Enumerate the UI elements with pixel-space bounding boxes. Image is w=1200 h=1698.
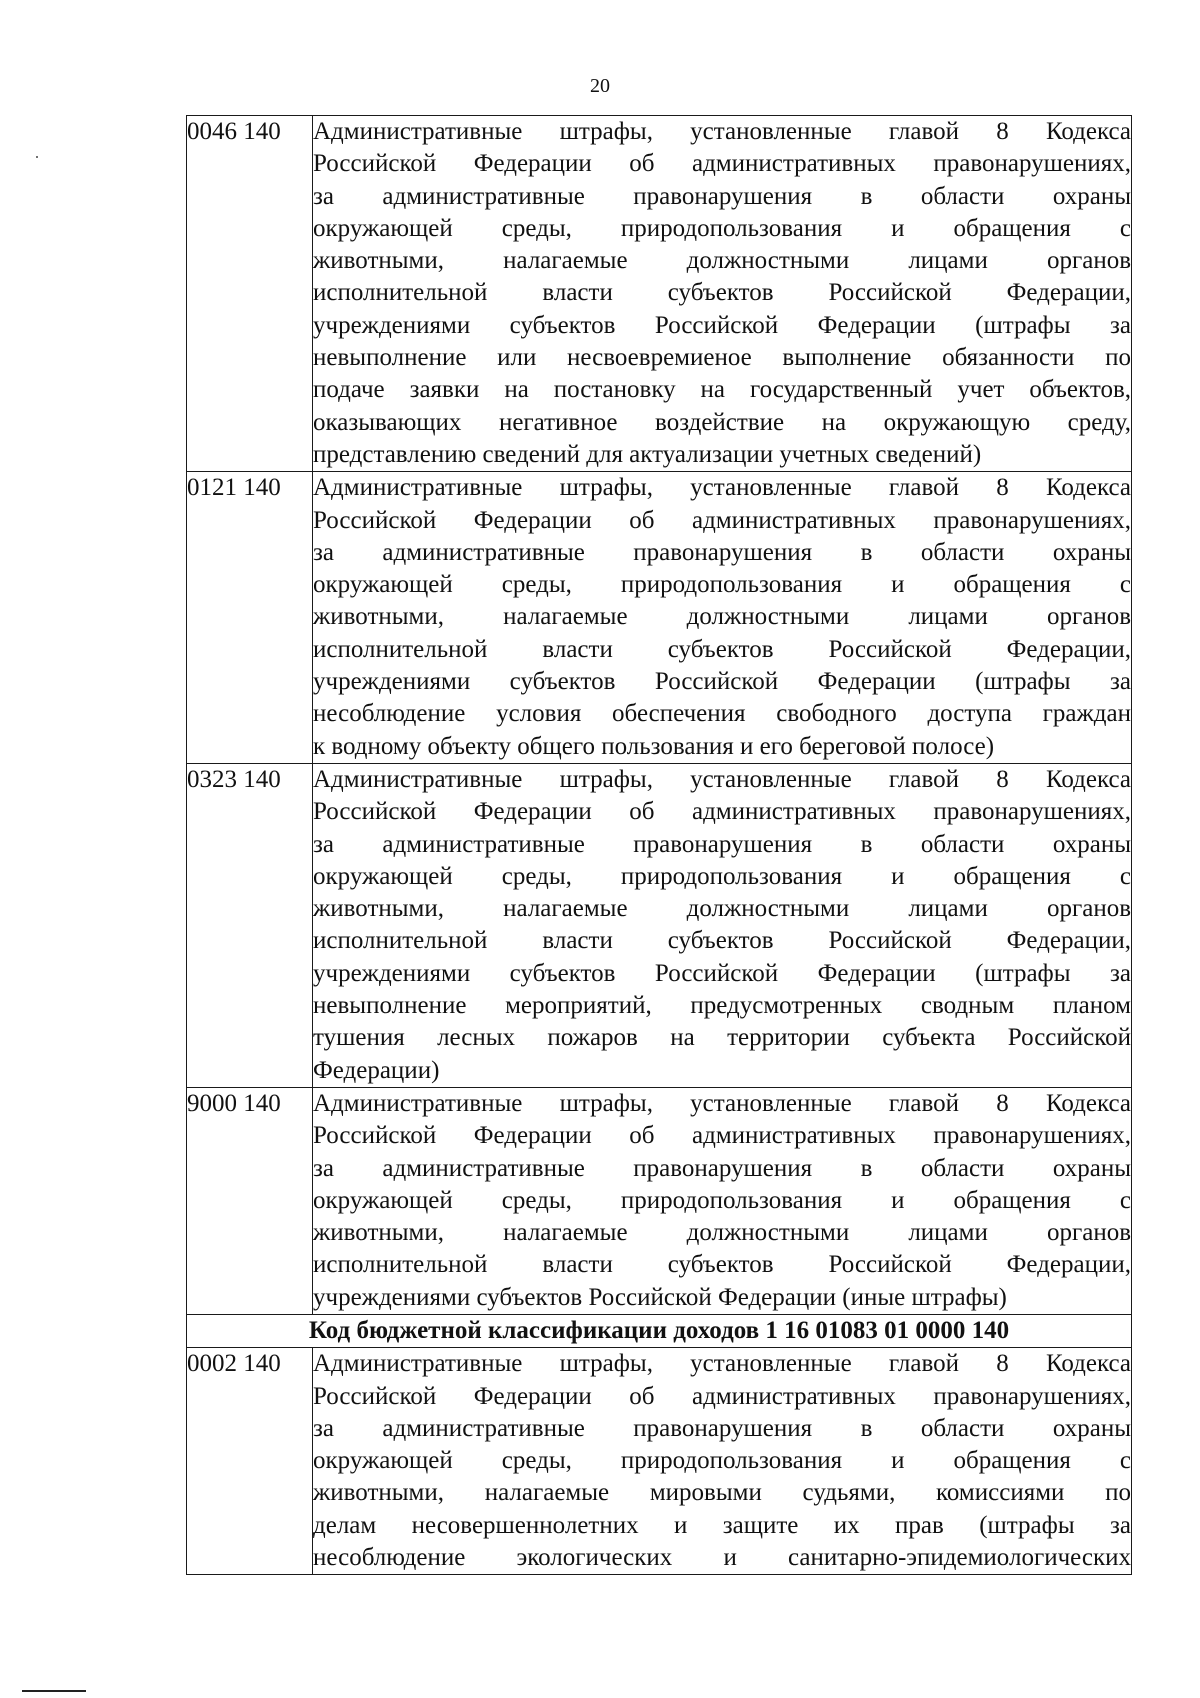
description-line: к водному объекту общего пользования и его береговой полосе) bbox=[313, 732, 995, 760]
description-line: учреждениями субъектов Российской Федерации (штрафы за bbox=[313, 311, 1131, 339]
description-line: окружающей среды, природопользования и обращения с bbox=[313, 571, 1131, 599]
description-line: Административные штрафы, установленные главой 8 Кодекса bbox=[313, 118, 1131, 145]
description-cell bbox=[313, 116, 1132, 472]
code-cell: 9000 140 bbox=[187, 1087, 313, 1314]
description-line: животными, налагаемые должностными лицами органов bbox=[313, 247, 1131, 275]
description-line: Административные штрафы, установленные главой 8 Кодекса bbox=[313, 765, 1131, 793]
description-line: животными, налагаемые должностными лицами органов bbox=[313, 895, 1131, 923]
description-line: животными, налагаемые должностными лицами органов bbox=[313, 603, 1131, 631]
description-line: Российской Федерации об административных правонарушениях, bbox=[313, 798, 1131, 826]
description-line: Административные штрафы, установленные главой 8 Кодекса bbox=[313, 1089, 1131, 1117]
description-line: животными, налагаемые должностными лицами органов bbox=[313, 1219, 1131, 1247]
description-line: за административные правонарушения в области охраны bbox=[313, 538, 1131, 566]
table-row bbox=[187, 1087, 1132, 1314]
description-line: Административные штрафы, установленные главой 8 Кодекса bbox=[313, 1350, 1131, 1378]
description-line: представлению сведений для актуализации учетных сведений) bbox=[313, 440, 982, 468]
description-cell bbox=[313, 763, 1132, 1087]
table-row bbox=[187, 763, 1132, 1087]
description-line: учреждениями субъектов Российской Федерации (иные штрафы) bbox=[313, 1283, 1007, 1311]
description-line: несоблюдение условия обеспечения свободного доступа граждан bbox=[313, 700, 1131, 728]
code-cell: 0046 140 bbox=[187, 116, 313, 472]
description-line: учреждениями субъектов Российской Федерации (штрафы за bbox=[313, 668, 1131, 696]
table-body bbox=[187, 116, 1132, 1575]
description-line: животными, налагаемые мировыми судьями, комиссиями по bbox=[313, 1479, 1131, 1507]
description-line: исполнительной власти субъектов Российской Федерации, bbox=[313, 635, 1131, 663]
description-line: за административные правонарушения в области охраны bbox=[313, 1154, 1131, 1182]
table-row bbox=[187, 116, 1132, 472]
description-line: несоблюдение экологических и санитарно-эпидемиологических bbox=[313, 1544, 1131, 1572]
description-line: Российской Федерации об административных правонарушениях, bbox=[313, 1122, 1131, 1150]
description-line: исполнительной власти субъектов Российской Федерации, bbox=[313, 927, 1131, 955]
description-line: Российской Федерации об административных правонарушениях, bbox=[313, 150, 1131, 178]
section-header-row bbox=[187, 1314, 1132, 1347]
scan-artifact-line bbox=[22, 1690, 86, 1692]
code-cell: 0002 140 bbox=[187, 1348, 313, 1575]
description-line: окружающей среды, природопользования и обращения с bbox=[313, 1186, 1131, 1214]
description-line: за административные правонарушения в области охраны bbox=[313, 830, 1131, 858]
description-cell bbox=[313, 472, 1132, 764]
table-row bbox=[187, 1348, 1132, 1575]
description-line: исполнительной власти субъектов Российской Федерации, bbox=[313, 1251, 1131, 1279]
description-line: за административные правонарушения в области охраны bbox=[313, 182, 1131, 210]
description-line: учреждениями субъектов Российской Федерации (штрафы за bbox=[313, 959, 1131, 987]
code-cell: 0323 140 bbox=[187, 763, 313, 1087]
description-line: исполнительной власти субъектов Российской Федерации, bbox=[313, 279, 1131, 307]
description-line: Российской Федерации об административных правонарушениях, bbox=[313, 506, 1131, 534]
description-line: Федерации) bbox=[313, 1056, 440, 1084]
scan-artifact-dot bbox=[36, 156, 38, 158]
description-line: делам несовершеннолетних и защите их прав (штрафы за bbox=[313, 1511, 1131, 1539]
code-cell: 0121 140 bbox=[187, 472, 313, 764]
table-row bbox=[187, 472, 1132, 764]
description-line: Административные штрафы, установленные главой 8 Кодекса bbox=[313, 474, 1131, 502]
description-line: окружающей среды, природопользования и обращения с bbox=[313, 862, 1131, 890]
description-line: за административные правонарушения в области охраны bbox=[313, 1414, 1131, 1442]
description-line: тушения лесных пожаров на территории субъекта Российской bbox=[313, 1024, 1131, 1052]
description-line: оказывающих негативное воздействие на окружающую среду, bbox=[313, 408, 1131, 436]
description-line: подаче заявки на постановку на государственный учет объектов, bbox=[313, 376, 1131, 404]
section-header: Код бюджетной классификации доходов 1 16 01083 01 0000 140 bbox=[187, 1314, 1132, 1347]
description-cell bbox=[313, 1348, 1132, 1575]
description-cell bbox=[313, 1087, 1132, 1314]
revenue-codes-table bbox=[186, 115, 1132, 1575]
description-line: окружающей среды, природопользования и обращения с bbox=[313, 214, 1131, 242]
description-line: невыполнение или несвоевремиеное выполнение обязанности по bbox=[313, 344, 1131, 372]
description-line: Российской Федерации об административных правонарушениях, bbox=[313, 1382, 1131, 1410]
description-line: окружающей среды, природопользования и обращения с bbox=[313, 1447, 1131, 1475]
page-number: 20 bbox=[590, 75, 610, 97]
description-line: невыполнение мероприятий, предусмотренных сводным планом bbox=[313, 992, 1131, 1020]
